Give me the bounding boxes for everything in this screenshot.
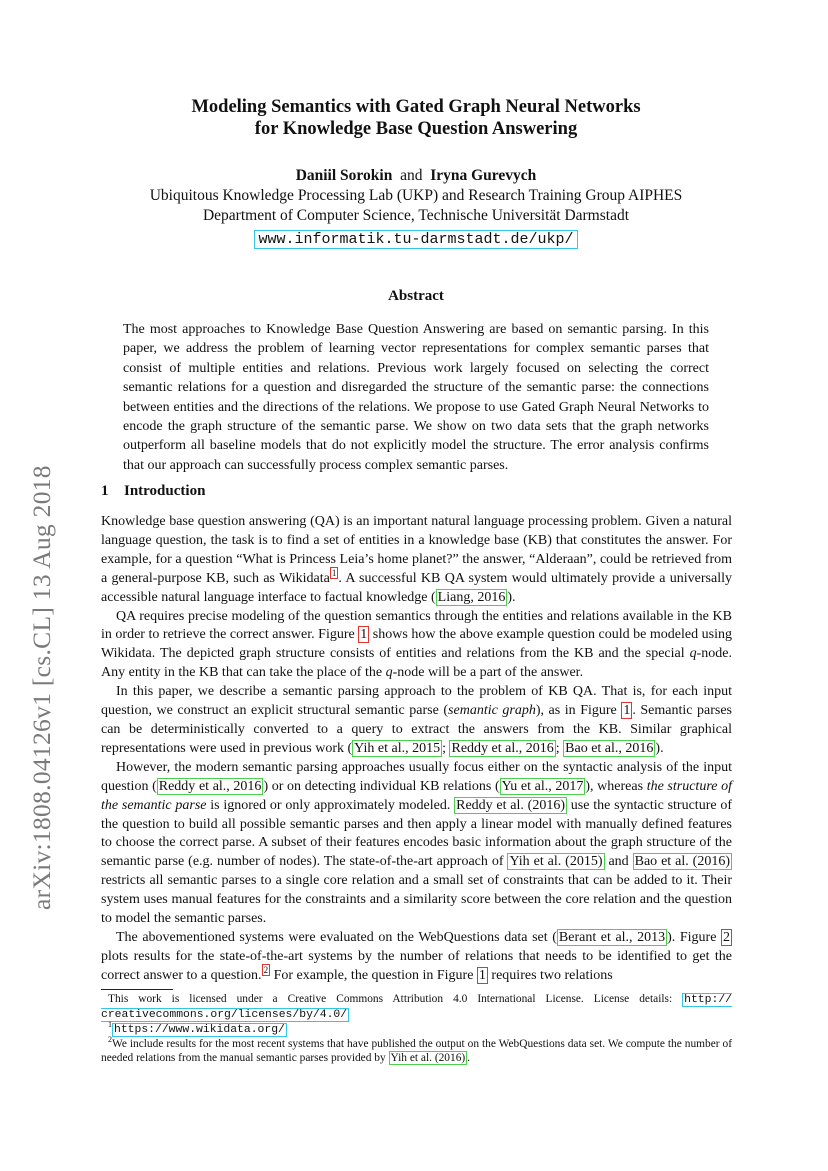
- abstract-heading: Abstract: [388, 288, 444, 304]
- text-span: Knowledge base question answering (QA) is an important natural language processing problem. Given a natural language question, the task is to find a set of entities in a knowledge base (KB) that constitutes the answer. For example, for a question “What is Princess Leia’s home planet?” the answer, “Alderaan”, could be retrieved from a general-purpose KB, such as Wikidata: [101, 514, 732, 586]
- author-url-link[interactable]: www.informatik.tu-darmstadt.de/ukp/: [254, 230, 577, 249]
- q-node-symbol: q: [689, 646, 697, 662]
- paragraph-4: [101, 759, 732, 929]
- section-number: 1: [101, 483, 109, 499]
- citation-bao-2016[interactable]: Bao et al. (2016): [634, 854, 730, 870]
- arxiv-side-stamp: arXiv:1808.04126v1 [cs.CL] 13 Aug 2018: [27, 465, 56, 910]
- text-span: ).: [655, 740, 664, 756]
- citation-yu-2017[interactable]: Yu et al., 2017: [501, 778, 584, 794]
- figure-1-link[interactable]: 1: [623, 703, 631, 719]
- text-span: . A successful KB QA system would ultimately provide a universally accessible natural language interface to factual knowledge (: [101, 570, 732, 605]
- abstract-text: The most approaches to Knowledge Base Question Answering are based on semantic parsing. In this paper, we address the problem of learning vector representations for complex semantic parses that consist of multiple entities and relations. Previous work largely focused on selecting the correct semantic relations for a question and disregarded the structure of the semantic parse: the connections between entities and the directions of the relations. We propose to use Gated Graph Neural Networks to encode the graph structure of the semantic parse. We show on two data sets that the graph networks outperform all baseline models that do not explicitly model the structure. The error analysis confirms that our approach can successfully process complex semantic parses.: [123, 322, 709, 473]
- text-span: plots results for the state-of-the-art systems by the number of relations that needs to be identified to get the correct answer to a question.: [101, 948, 732, 983]
- text-span: and: [604, 854, 633, 870]
- footnote-2-link[interactable]: 2: [263, 965, 269, 976]
- affiliation-1: Ubiquitous Knowledge Processing Lab (UKP) and Research Training Group AIPHES: [149, 187, 683, 204]
- title-line-1: Modeling Semantics with Gated Graph Neural Networks: [191, 97, 641, 117]
- text-span: ), as in Figure: [535, 703, 622, 719]
- text-span: In this paper, we describe a semantic parsing approach to the problem of KB QA. That is, for each input question, we construct an explicit structural semantic parse (: [101, 684, 732, 719]
- citation-reddy-2016[interactable]: Reddy et al., 2016: [158, 778, 262, 794]
- text-span: We include results for the most recent systems that have published the output on the WebQuestions data set. We compute the number of needed relations from the manual semantic parses provided by: [101, 1038, 732, 1064]
- author-2: Iryna Gurevych: [430, 167, 537, 184]
- section-heading: [101, 483, 205, 500]
- text-span: QA requires precise modeling of the question semantics through the entities and relations available in the KB in order to retrieve the correct answer. Figure: [101, 608, 732, 643]
- paper-title: [100, 96, 732, 140]
- text-span: shows how the above example question could be modeled using Wikidata. The depicted graph structure consists of entities and relations from the KB and the special: [101, 627, 732, 662]
- citation-reddy-2016[interactable]: Reddy et al., 2016: [451, 740, 554, 756]
- text-span: restricts all semantic parses to a single core relation and a small set of constraints that can be added to it. Their system uses manual features for the constraints and a similarity score between the core relation and the question to model the semantic parses.: [101, 873, 732, 927]
- figure-1-link[interactable]: 1: [478, 967, 486, 983]
- text-span: ). Figure: [667, 929, 722, 945]
- paragraph-5: [101, 929, 732, 986]
- figure-2-link[interactable]: 2: [723, 929, 731, 945]
- text-span: .: [467, 1052, 471, 1064]
- text-span: is ignored or only approximately modeled.: [206, 797, 455, 813]
- text-span: ).: [507, 589, 516, 605]
- footnote-divider: [101, 989, 173, 990]
- footnote-2: [101, 1037, 732, 1065]
- text-span: For example, the question in Figure: [270, 967, 477, 983]
- text-span: This work is licensed under a Creative Commons Attribution 4.0 International License. License details:: [108, 993, 683, 1005]
- text-span: use the syntactic structure of the question to build all possible semantic parses and then apply a linear model with manually defined features to choose the correct parse. A subset of their features encodes basic information about the graph structure of the semantic parse (e.g. number of nodes). The state-of-the-art approach of: [101, 797, 732, 870]
- body-text: [101, 513, 732, 986]
- text-span: http://: [684, 994, 732, 1006]
- text-span: creativecommons.org/licenses/by/4.0/: [101, 1009, 348, 1021]
- q-node-symbol: q: [385, 665, 393, 681]
- wikidata-url-link[interactable]: https://www.wikidata.org/: [114, 1024, 285, 1036]
- footnote-marker: 2: [108, 1035, 112, 1045]
- emphasis: the structure of the semantic parse: [101, 778, 732, 813]
- footnotes: [101, 992, 732, 1065]
- author-names: [100, 166, 732, 186]
- text-span: ;: [442, 740, 450, 756]
- text-span: ), whereas: [585, 778, 647, 794]
- paragraph-3: [101, 683, 732, 759]
- text-span: The abovementioned systems were evaluated on the WebQuestions data set (: [116, 929, 557, 945]
- text-span: ;: [555, 740, 564, 756]
- paragraph-1: [101, 513, 732, 608]
- footnote-1: [101, 1022, 732, 1037]
- citation-yih-2016[interactable]: Yih et al. (2016): [390, 1052, 466, 1064]
- title-line-2: for Knowledge Base Question Answering: [254, 119, 578, 139]
- figure-1-link[interactable]: 1: [360, 627, 368, 643]
- text-span: requires two relations: [487, 967, 613, 983]
- citation-reddy-2016[interactable]: Reddy et al. (2016): [456, 797, 565, 813]
- author-block: [100, 166, 732, 249]
- text-span: However, the modern semantic parsing approaches usually focus either on the syntactic analysis of the input question (: [101, 759, 732, 794]
- paragraph-2: [101, 608, 732, 684]
- section-title: Introduction: [124, 483, 206, 499]
- text-span: -node will be a part of the answer.: [392, 665, 584, 681]
- citation-yih-2015[interactable]: Yih et al., 2015: [354, 740, 441, 756]
- text-span: ) or on detecting individual KB relations (: [263, 778, 500, 794]
- footnote-1-link[interactable]: 1: [331, 568, 337, 579]
- citation-yih-2015[interactable]: Yih et al. (2015): [509, 854, 603, 870]
- citation-berant-2013[interactable]: Berant et al., 2013: [558, 929, 666, 945]
- text-span: -node. Any entity in the KB that can take the place of the: [101, 646, 732, 681]
- citation-liang-2016[interactable]: Liang, 2016: [437, 589, 506, 605]
- text-span: . Semantic parses can be deterministically converted to a query to extract the answers from the KB. Similar graphical representations were used in previous work (: [101, 703, 733, 756]
- author-1: Daniil Sorokin: [295, 167, 393, 184]
- license-note: [101, 992, 732, 1022]
- affiliation-2: Department of Computer Science, Technische Universität Darmstadt: [202, 207, 630, 224]
- author-conjunction: and: [400, 167, 423, 184]
- citation-bao-2016[interactable]: Bao et al., 2016: [565, 740, 654, 756]
- footnote-marker: 1: [108, 1020, 112, 1030]
- emphasis: semantic graph: [448, 703, 536, 719]
